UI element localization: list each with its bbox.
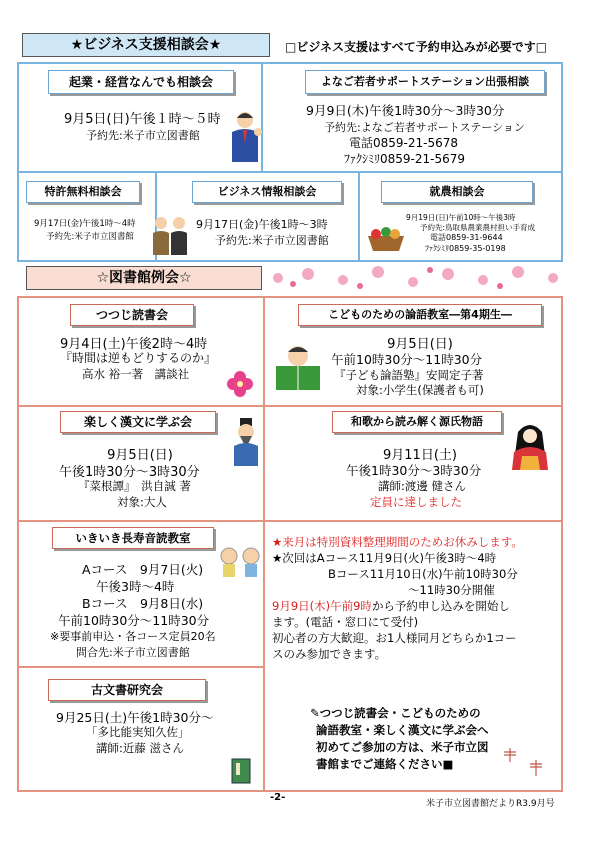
consult-contact: 予約先:米子市立図書館 bbox=[86, 129, 200, 142]
child-reading-icon bbox=[270, 344, 326, 392]
next-course-b-end: ～11時30分開催 bbox=[408, 583, 495, 597]
dragonfly-icon bbox=[500, 742, 550, 782]
consult-date: 9月9日(木)午後1時30分～3時30分 bbox=[306, 103, 505, 118]
scholar-icon bbox=[230, 418, 262, 466]
page-number: -2- bbox=[270, 792, 286, 803]
beginners-welcome: 初心者の方大歓迎。お1人様同月どちらか1コー bbox=[272, 631, 517, 645]
consult-date: 9月19日(日)午前10時～午後3時 bbox=[406, 213, 516, 222]
one-course-only: スのみ参加できます。 bbox=[272, 647, 387, 661]
reservation-note: ※要事前申込・各コース定員20名 bbox=[50, 630, 216, 643]
event-full-notice: 定員に達しました bbox=[370, 495, 462, 509]
event-label-genji: 和歌から読み解く源氏物語 bbox=[332, 411, 502, 433]
consult-phone: 電話0859-21-5678 bbox=[349, 136, 459, 150]
reservation-required-note: □ビジネス支援はすべて予約申込みが必要です□ bbox=[285, 40, 548, 54]
event-lecturer: 講師:渡邊 健さん bbox=[378, 479, 467, 493]
first-time-notice: 論語教室・楽しく漢文に学ぶ会へ bbox=[316, 723, 489, 737]
event-label-kanbun: 楽しく漢文に学ぶ会 bbox=[60, 411, 216, 433]
next-course-b: Bコース11月10日(水)午前10時30分 bbox=[328, 567, 518, 581]
booking-start-text: から予約申し込みを開始し bbox=[371, 599, 510, 613]
event-author: 高水 裕一著 講談社 bbox=[82, 367, 190, 381]
event-lecturer: 講師:近藤 滋さん bbox=[96, 741, 185, 755]
azalea-flower-icon bbox=[226, 370, 254, 398]
event-label-reading-aloud: いきいき長寿音読教室 bbox=[52, 527, 214, 549]
event-time: 午後1時30分～3時30分 bbox=[346, 463, 482, 478]
divider bbox=[17, 405, 563, 407]
event-target: 対象:小学生(保護者も可) bbox=[356, 383, 484, 397]
consult-contact: 予約先:米子市立図書館 bbox=[46, 232, 134, 242]
event-time: 午前10時30分～11時30分 bbox=[331, 352, 483, 367]
publication-name: 米子市立図書館だよりR3.9月号 bbox=[426, 799, 555, 809]
elderly-couple-icon bbox=[218, 546, 262, 578]
consult-date: 9月17日(金)午後1時～4時 bbox=[34, 219, 136, 229]
consult-contact: 予約先:米子市立図書館 bbox=[215, 234, 329, 247]
divider bbox=[17, 666, 265, 668]
consult-contact: 予約先:鳥取県農業農村担い手育成 bbox=[420, 223, 536, 232]
consult-label-business-info: ビジネス情報相談会 bbox=[192, 181, 342, 203]
event-contact: 問合先:米子市立図書館 bbox=[76, 646, 190, 659]
consult-date: 9月17日(金)午後1時～3時 bbox=[196, 218, 328, 231]
people-icon bbox=[150, 215, 190, 259]
divider bbox=[17, 520, 563, 522]
event-date: 9月4日(土)午後2時～4時 bbox=[60, 337, 208, 352]
consult-label-startup: 起業・経営なんでも相談会 bbox=[48, 70, 234, 94]
event-book: 「多比能実知久佐」 bbox=[86, 725, 190, 739]
first-time-notice: 初めてご参加の方は、米子市立図 bbox=[316, 740, 489, 754]
next-course-a: ★次回はAコース11月9日(火)午後3時～4時 bbox=[272, 551, 497, 565]
divider bbox=[17, 171, 563, 173]
event-date: 9月25日(土)午後1時30分～ bbox=[56, 710, 214, 725]
event-label-tsutsuji: つつじ読書会 bbox=[70, 304, 194, 326]
course-b-date: Bコース 9月8日(水) bbox=[82, 596, 204, 611]
booking-method: ます。(電話・窓口にて受付) bbox=[272, 615, 419, 629]
course-b-time: 午前10時30分～11時30分 bbox=[58, 613, 210, 628]
businessman-icon bbox=[228, 110, 262, 166]
course-a-date: Aコース 9月7日(火) bbox=[82, 562, 204, 577]
course-a-time: 午後3時～4時 bbox=[96, 579, 175, 594]
first-time-notice: ✎つつじ読書会・こどものための bbox=[310, 706, 481, 720]
event-book: 『子ども論語塾』安岡定子著 bbox=[334, 368, 484, 382]
consult-phone: 電話0859-31-9644 bbox=[430, 233, 503, 242]
vegetables-basket-icon bbox=[366, 224, 406, 252]
divider bbox=[358, 171, 360, 262]
event-date: 9月5日(日) bbox=[387, 337, 453, 352]
consult-contact: 予約先:よなご若者サポートステーション bbox=[324, 121, 525, 134]
booking-start-date: 9月9日(木)午前9時 bbox=[272, 599, 372, 613]
event-date: 9月5日(日) bbox=[107, 448, 173, 463]
consult-date: 9月5日(日)午後１時～５時 bbox=[64, 112, 221, 127]
consult-label-patent: 特許無料相談会 bbox=[26, 181, 140, 203]
event-label-old-documents: 古文書研究会 bbox=[48, 679, 206, 701]
event-date: 9月11日(土) bbox=[383, 448, 457, 463]
consult-fax: ﾌｧｸｼﾐﾘ0859-21-5679 bbox=[344, 152, 466, 166]
booking-start bbox=[272, 598, 510, 614]
consult-fax: ﾌｧｸｼﾐﾘ0859-35-0198 bbox=[425, 244, 506, 253]
library-section-title: ☆図書館例会☆ bbox=[26, 266, 262, 290]
heian-lady-icon bbox=[510, 422, 550, 470]
first-time-notice: 書館までご連絡ください■ bbox=[316, 757, 454, 771]
event-book: 『時間は逆もどりするのか』 bbox=[60, 351, 217, 365]
event-time: 午後1時30分～3時30分 bbox=[59, 465, 200, 480]
business-section-title: ★ビジネス支援相談会★ bbox=[22, 33, 270, 57]
next-month-closed-note: ★来月は特別資料整理期間のためお休みします。 bbox=[272, 535, 523, 549]
consult-label-youth-support: よなご若者サポートステーション出張相談 bbox=[305, 70, 545, 94]
divider bbox=[263, 296, 265, 792]
consult-label-farming: 就農相談会 bbox=[381, 181, 533, 203]
flowers-decoration-icon bbox=[268, 262, 568, 294]
event-label-analects: こどものための論語教室―第4期生― bbox=[298, 304, 542, 326]
old-book-icon bbox=[230, 757, 252, 785]
event-book: 『菜根譚』 洪自誠 著 bbox=[78, 479, 191, 493]
event-target: 対象:大人 bbox=[117, 495, 167, 509]
